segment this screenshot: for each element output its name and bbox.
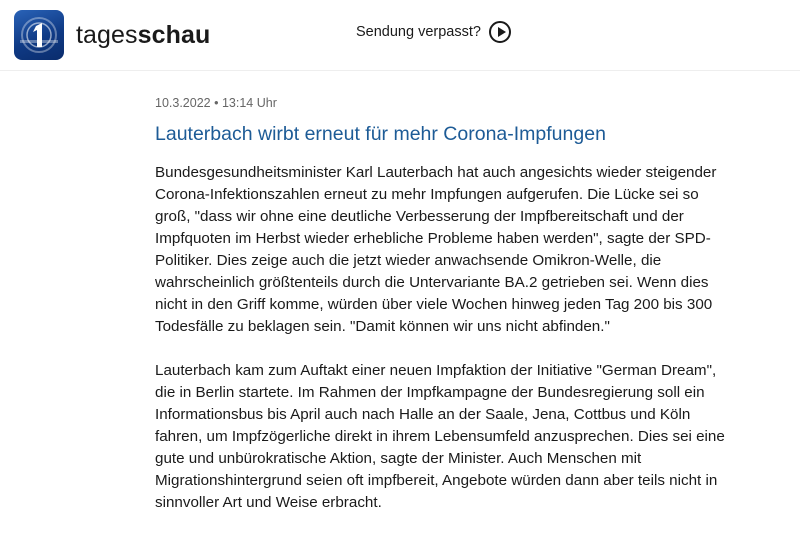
brand-wordmark — [76, 21, 210, 50]
article-paragraph: Bundesgesundheitsminister Karl Lauterbach hat auch angesichts wieder steigender Corona-Infektionszahlen erneut zu mehr Impfungen aufgerufen. Die Lücke sei so groß, "dass wir ohne eine deutliche Verbesserung der Impfbereitschaft und der Impfquoten im Herbst wieder erhebliche Probleme haben werden", sagte der SPD-Politiker. Dies zeige auch die jetzt wieder anwachsende Omikron-Welle, die wahrscheinlich größtenteils durch die Untervariante BA.2 getrieben sei. Wenn dies nicht in den Griff komme, würden über viele Wochen hinweg jeden Tag 200 bis 300 Todesfälle zu beklagen sein. "Damit können wir uns nicht abfinden." — [155, 164, 717, 335]
tagesschau-logo-icon — [14, 10, 64, 60]
news-article — [155, 94, 725, 514]
article-time: 13:14 Uhr — [221, 96, 277, 110]
meta-separator: • — [214, 96, 219, 110]
brand-light: tages — [76, 20, 138, 49]
play-circle-icon — [489, 21, 511, 43]
missed-broadcast-label: Sendung verpasst? — [356, 24, 481, 40]
missed-broadcast-link[interactable] — [356, 21, 511, 43]
home-logo-link[interactable] — [14, 10, 210, 60]
article-meta — [155, 94, 725, 112]
article-headline: Lauterbach wirbt erneut für mehr Corona-Impfungen — [155, 123, 606, 145]
article-paragraph: Lauterbach kam zum Auftakt einer neuen Impfaktion der Initiative "German Dream", die in Berlin startete. Im Rahmen der Impfkampagne der Bundesregierung soll ein Informationsbus bis April auch nach Halle an der Saale, Jena, Cottbus und Köln fahren, um Impfzögerliche direkt in ihrem Lebensumfeld anzusprechen. Dies sei eine gute und unbürokratische Aktion, sagte der Minister. Auch Menschen mit Migrationshintergrund seien oft impfbereit, Angebote würden dann aber teils nicht in sinnvoller Art und Weise erbracht. — [155, 362, 725, 511]
brand-bold: schau — [137, 20, 211, 49]
article-date: 10.3.2022 — [155, 96, 211, 110]
site-header — [0, 0, 800, 71]
